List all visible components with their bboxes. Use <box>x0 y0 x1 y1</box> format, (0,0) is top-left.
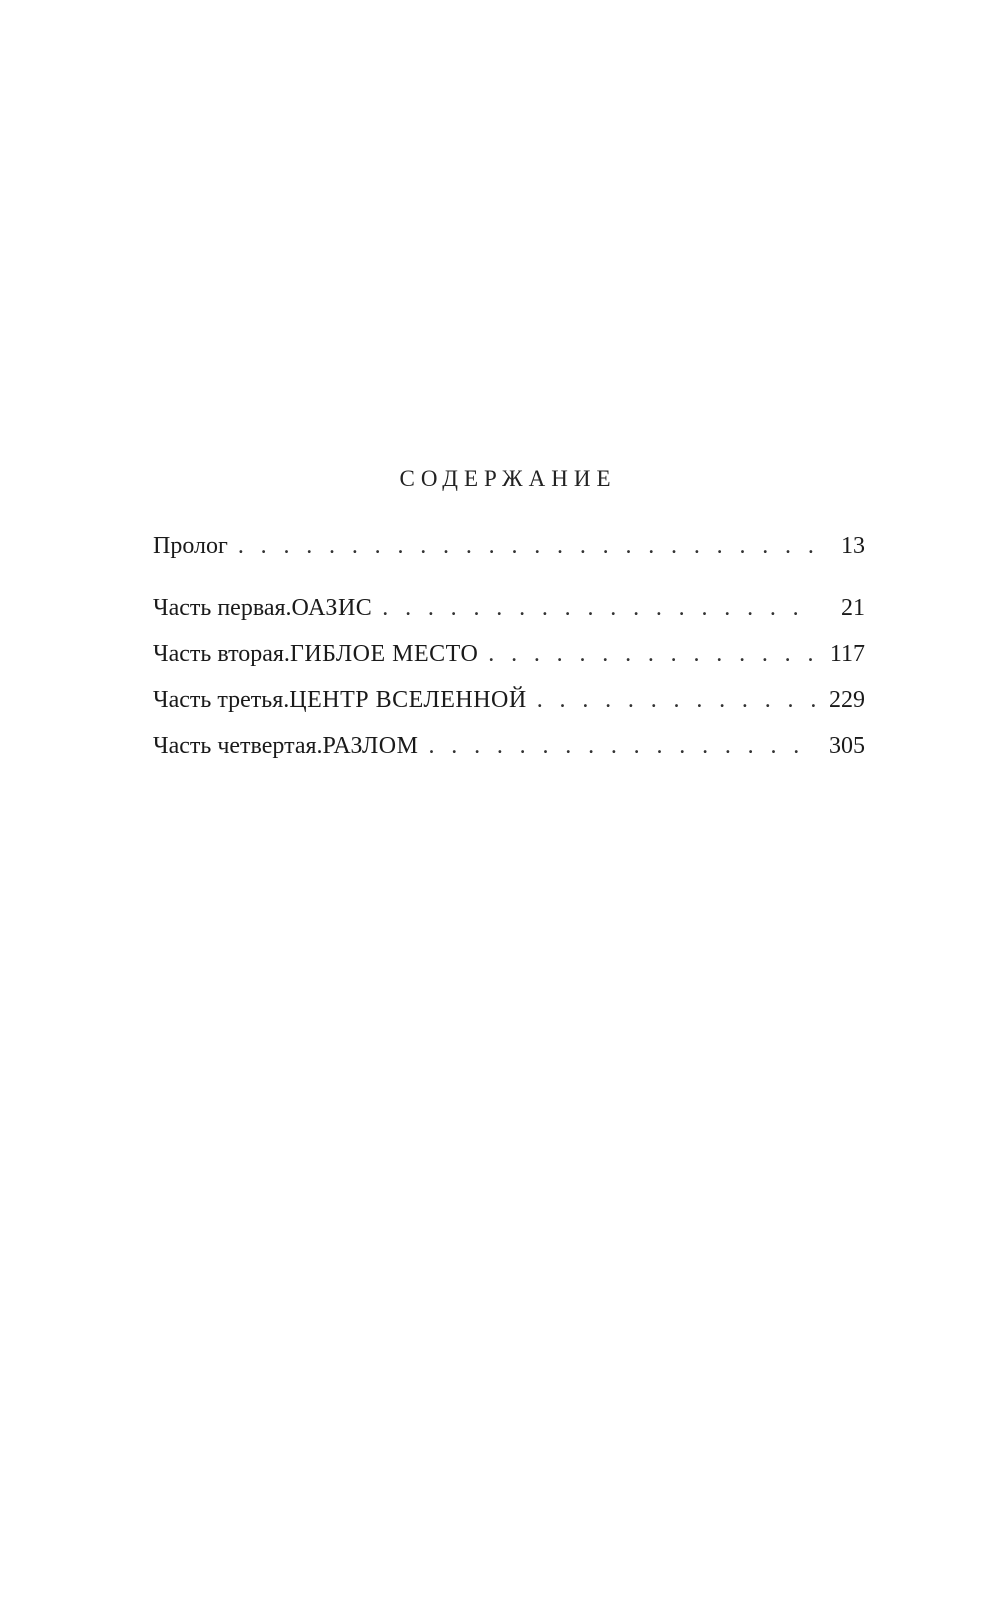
toc-page-number: 13 <box>841 533 865 559</box>
toc-entry-title: ОАЗИС <box>291 595 373 621</box>
toc-entry-label: Часть вторая. <box>153 641 290 667</box>
toc-leader-dots <box>488 638 817 670</box>
toc-entry-label: Часть третья. <box>153 687 290 713</box>
toc-title: СОДЕРЖАНИЕ <box>399 466 617 491</box>
toc-entry-label: Часть четвертая. <box>153 733 323 759</box>
toc-entry-title: ГИБЛОЕ МЕСТО <box>289 641 479 667</box>
toc-page-number: 229 <box>829 687 865 713</box>
toc-page-number: 21 <box>841 595 865 621</box>
toc-entry-label: Часть первая. <box>153 595 292 621</box>
toc-leader-dots <box>428 730 817 762</box>
toc-entry-part-3 <box>153 684 865 730</box>
toc-entry-title: ЦЕНТР ВСЕЛЕННОЙ <box>289 687 527 713</box>
toc-list <box>153 530 865 776</box>
toc-page-number: 117 <box>829 641 865 667</box>
toc-leader-dots <box>382 592 817 624</box>
toc-entry-title: РАЗЛОМ <box>322 733 419 759</box>
toc-entry-part-4 <box>153 730 865 776</box>
toc-entry-prologue <box>153 530 865 576</box>
toc-entry-part-2 <box>153 638 865 684</box>
toc-page-number: 305 <box>829 733 865 759</box>
toc-leader-dots <box>537 684 817 716</box>
toc-leader-dots <box>238 530 817 562</box>
toc-entry-part-1 <box>153 592 865 638</box>
toc-entry-label: Пролог <box>153 533 228 559</box>
